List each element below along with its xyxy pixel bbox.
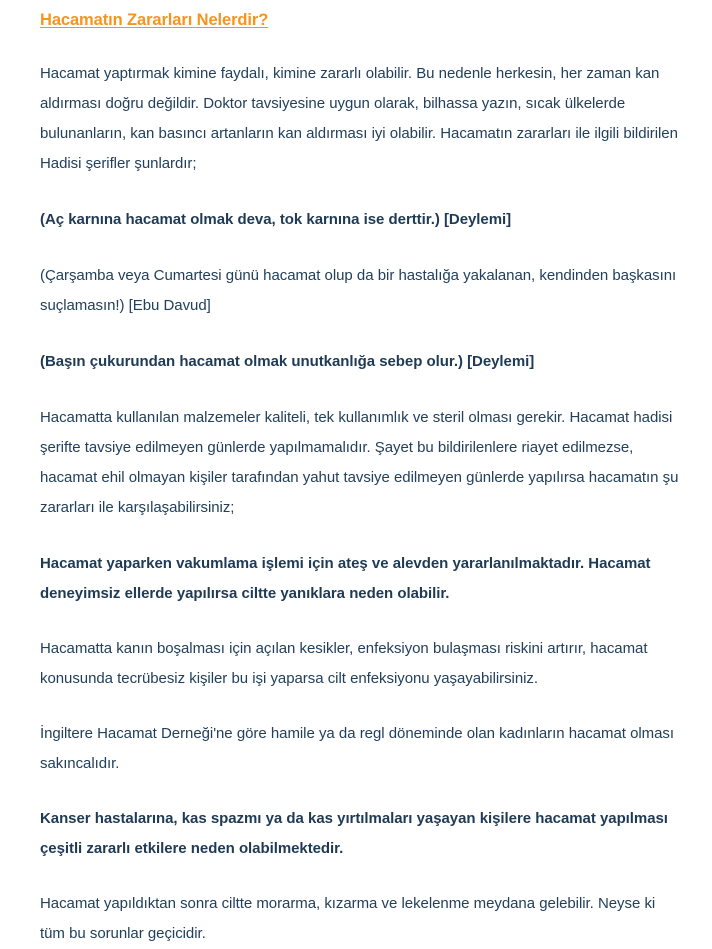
paragraph-pregnancy: İngiltere Hacamat Derneği'ne göre hamile ya da regl döneminde olan kadınların hacamat olması sakıncalıdır. — [40, 725, 674, 772]
paragraph-hadith-2: (Çarşamba veya Cumartesi günü hacamat olup da bir hastalığa yakalanan, kendinden başkasını suçlamasın!) [Ebu Davud] — [40, 267, 677, 314]
paragraph-gap — [40, 694, 680, 719]
page-title: Hacamatın Zararları Nelerdir? — [40, 11, 269, 29]
paragraph-infection: Hacamatta kanın boşalması için açılan kesikler, enfeksiyon bulaşması riskini artırır, hacamat konusunda tecrübesiz kişiler bu işi yaparsa cilt enfeksiyonu yaşayabilirsiniz. — [40, 640, 648, 687]
paragraph-burns: Hacamat yaparken vakumlama işlemi için ateş ve alevden yararlanılmaktadır. Hacamat deneyimsiz ellerde yapılırsa ciltte yanıklara neden olabilir. — [40, 555, 651, 602]
paragraph-hadith-1: (Aç karnına hacamat olmak deva, tok karnına ise derttir.) [Deylemi] — [40, 211, 512, 228]
heading-spacer — [40, 31, 680, 59]
paragraph-bruising: Hacamat yapıldıktan sonra ciltte morarma, kızarma ve lekelenme meydana gelebilir. Neyse ki tüm bu sorunlar geçicidir. — [40, 895, 656, 942]
paragraph-gap — [40, 864, 680, 889]
paragraph-materials: Hacamatta kullanılan malzemeler kaliteli, tek kullanımlık ve steril olması gerekir. Hacamat hadisi şerifte tavsiye edilmeyen günlerde yapılmamalıdır. Şayet bu bildirilenlere riayet edilmezse, hacamat ehil olmayan kişiler tarafından yahut tavsiye edilmeyen günlerde yapılırsa hacamatın şu zararları ile karşılaşabilirsiniz; — [40, 409, 679, 516]
paragraph-gap — [40, 179, 680, 205]
paragraph-cancer: Kanser hastalarına, kas spazmı ya da kas yırtılmaları yaşayan kişilere hacamat yapılması çeşitli zararlı etkilere neden olabilmektedir. — [40, 810, 668, 857]
paragraph-gap — [40, 779, 680, 804]
paragraph-gap — [40, 321, 680, 347]
paragraph-gap — [40, 235, 680, 261]
paragraph-gap — [40, 523, 680, 549]
paragraph-gap — [40, 377, 680, 403]
paragraph-intro: Hacamat yaptırmak kimine faydalı, kimine zararlı olabilir. Bu nedenle herkesin, her zaman kan aldırması doğru değildir. Doktor tavsiyesine uygun olarak, bilhassa yazın, sıcak ülkelerde bulunanların, kan basıncı artanların kan aldırması iyi olabilir. Hacamatın zararları ile ilgili bildirilen Hadisi şerifler şunlardır; — [40, 65, 678, 172]
paragraph-hadith-3: (Başın çukurundan hacamat olmak unutkanlığa sebep olur.) [Deylemi] — [40, 353, 535, 370]
paragraph-gap — [40, 609, 680, 634]
